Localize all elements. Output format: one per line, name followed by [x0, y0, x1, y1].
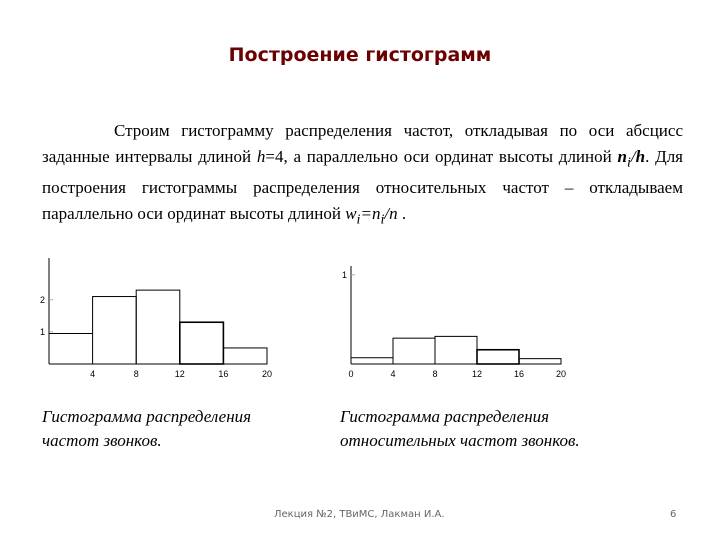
x-tick-label: 4 [90, 369, 96, 379]
x-tick-label: 8 [432, 369, 438, 379]
y-tick-label: 1 [39, 326, 45, 337]
x-tick-label: 20 [555, 369, 567, 379]
histogram-bar [519, 359, 561, 364]
histogram-bar [180, 322, 224, 364]
caption-relative-frequency-histogram: Гистограмма распределения относительных частот звонков. [340, 407, 580, 450]
histogram-bar [93, 297, 137, 364]
x-tick-label: 12 [174, 369, 185, 379]
page-number: 6 [670, 509, 677, 520]
caption-frequency-histogram: Гистограмма распределения частот звонков. [42, 407, 252, 450]
frequency-histogram [30, 252, 280, 382]
histogram-bar [477, 350, 519, 364]
histogram-bar [136, 290, 180, 364]
histogram-bar [393, 338, 435, 364]
y-tick-label: 2 [39, 294, 45, 305]
x-tick-label: 4 [390, 369, 396, 379]
x-tick-label: 12 [471, 369, 483, 379]
x-tick-label: 0 [348, 369, 354, 379]
x-tick-label: 16 [218, 369, 229, 379]
histogram-bar [435, 336, 477, 364]
x-tick-label: 20 [261, 369, 273, 379]
description-paragraph: Строим гистограмму распределения частот, откладывая по оси абсцисс заданные интервалы длиной h=4, а параллельно оси ординат высоты длиной $n_i/h$. Для построения гистограммы распределения относительных частот – откладываем параллельно оси ординат высоты длиной $w_i=n_i/n$ . [42, 121, 683, 228]
footer-text: Лекция №2, ТВиМС, Лакман И.А. [274, 509, 445, 520]
relative-frequency-histogram [335, 260, 570, 385]
slide-title: Построение гистограмм [228, 44, 492, 66]
x-tick-label: 16 [513, 369, 525, 379]
histogram-bar [223, 348, 267, 364]
y-tick-label: 1 [341, 269, 347, 280]
x-tick-label: 8 [133, 369, 139, 379]
